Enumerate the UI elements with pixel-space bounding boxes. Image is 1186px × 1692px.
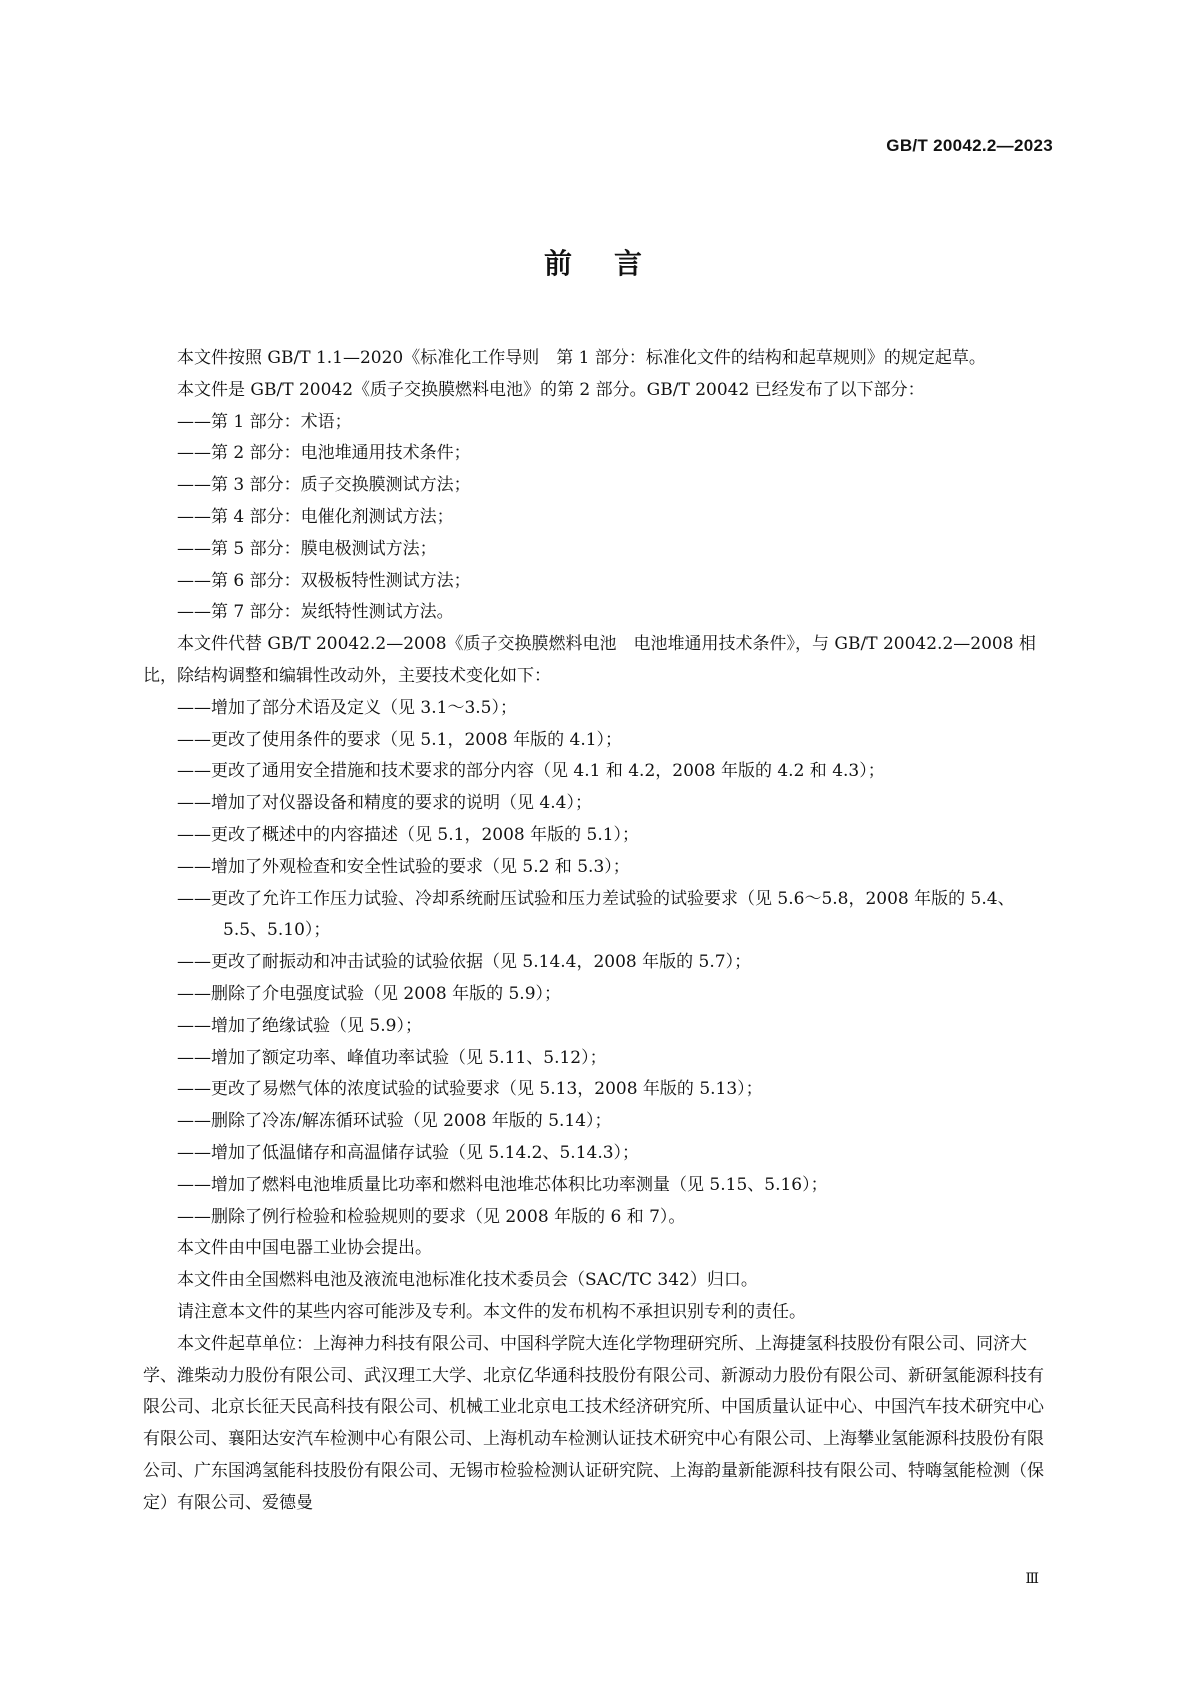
change-list-item: ——增加了额定功率、峰值功率试验（见 5.11、5.12）； (177, 1047, 607, 1068)
change-list-item: ——增加了燃料电池堆质量比功率和燃料电池堆芯体积比功率测量（见 5.15、5.16）； (177, 1174, 828, 1195)
drafting-units-paragraph: 本文件起草单位：上海神力科技有限公司、中国科学院大连化学物理研究所、上海捷氢科技股份有限公司、同济大学、潍柴动力股份有限公司、武汉理工大学、北京亿华通科技股份有限公司、新源动力股份有限公司、新研氢能源科技有限公司、北京长征天民高科技有限公司、机械工业北京电工技术经济研究所、中国质量认证中心、中国汽车技术研究中心有限公司、襄阳达安汽车检测中心有限公司、上海机动车检测认证技术研究中心有限公司、上海攀业氢能源科技股份有限公司、广东国鸿氢能科技股份有限公司、无锡市检验检测认证研究院、上海韵量新能源科技有限公司、特嗨氢能检测（保定）有限公司、爱德曼 (143, 1333, 1044, 1513)
part-list-item: ——第 7 部分：炭纸特性测试方法。 (177, 602, 454, 623)
part-list-item: ——第 3 部分：质子交换膜测试方法； (177, 475, 471, 496)
part-list-item: ——第 5 部分：膜电极测试方法； (177, 538, 437, 559)
change-list-item: ——更改了易燃气体的浓度试验的试验要求（见 5.13，2008 年版的 5.13）； (177, 1079, 763, 1100)
change-list-item: ——增加了部分术语及定义（见 3.1～3.5）； (177, 697, 517, 718)
change-list-item: ——增加了绝缘试验（见 5.9）； (177, 1015, 422, 1036)
proposer-paragraph: 本文件由中国电器工业协会提出。 (177, 1238, 432, 1259)
foreword-body (143, 343, 1051, 1519)
part-list-item: ——第 6 部分：双极板特性测试方法； (177, 570, 471, 591)
part-list-item: ——第 1 部分：术语； (177, 411, 352, 432)
change-list-item: ——更改了概述中的内容描述（见 5.1，2008 年版的 5.1）； (177, 824, 640, 845)
change-list-item: ——删除了介电强度试验（见 2008 年版的 5.9）； (177, 983, 562, 1004)
replacement-paragraph: 本文件代替 GB/T 20042.2—2008《质子交换膜燃料电池 电池堆通用技术条件》，与 GB/T 20042.2—2008 相比，除结构调整和编辑性改动外，主要技术变化如下： (143, 634, 1036, 686)
standard-number: GB/T 20042.2—2023 (886, 136, 1053, 155)
part-list-item: ——第 4 部分：电催化剂测试方法； (177, 506, 454, 527)
committee-paragraph: 本文件由全国燃料电池及液流电池标准化技术委员会（SAC/TC 342）归口。 (177, 1270, 758, 1291)
change-list-item: ——增加了外观检查和安全性试验的要求（见 5.2 和 5.3）； (177, 856, 630, 877)
change-list-item: ——更改了耐振动和冲击试验的试验依据（见 5.14.4，2008 年版的 5.7）； (177, 952, 752, 973)
change-list-item: ——删除了例行检验和检验规则的要求（见 2008 年版的 6 和 7）。 (177, 1206, 686, 1227)
change-list-item: ——增加了低温储存和高温储存试验（见 5.14.2、5.14.3）； (177, 1142, 640, 1163)
page-number: Ⅲ (1025, 1571, 1039, 1587)
page-title: 前言 (543, 247, 684, 280)
patent-notice-paragraph: 请注意本文件的某些内容可能涉及专利。本文件的发布机构不承担识别专利的责任。 (177, 1301, 806, 1322)
change-list-item: ——增加了对仪器设备和精度的要求的说明（见 4.4）； (177, 793, 592, 814)
change-list-item: ——删除了冷冻/解冻循环试验（见 2008 年版的 5.14）； (177, 1111, 612, 1132)
change-list-item: ——更改了使用条件的要求（见 5.1，2008 年版的 4.1）； (177, 729, 623, 750)
change-list-item: ——更改了通用安全措施和技术要求的部分内容（见 4.1 和 4.2，2008 年版的 4.2 和 4.3）； (177, 761, 885, 782)
change-list-item: ——更改了允许工作压力试验、冷却系统耐压试验和压力差试验的试验要求（见 5.6～5.8，2008 年版的 5.4、5.5、5.10）； (177, 888, 1015, 941)
intro-paragraph: 本文件按照 GB/T 1.1—2020《标准化工作导则 第 1 部分：标准化文件的结构和起草规则》的规定起草。 (177, 348, 986, 368)
series-paragraph: 本文件是 GB/T 20042《质子交换膜燃料电池》的第 2 部分。GB/T 20042 已经发布了以下部分： (177, 379, 925, 400)
part-list-item: ——第 2 部分：电池堆通用技术条件； (177, 443, 471, 464)
